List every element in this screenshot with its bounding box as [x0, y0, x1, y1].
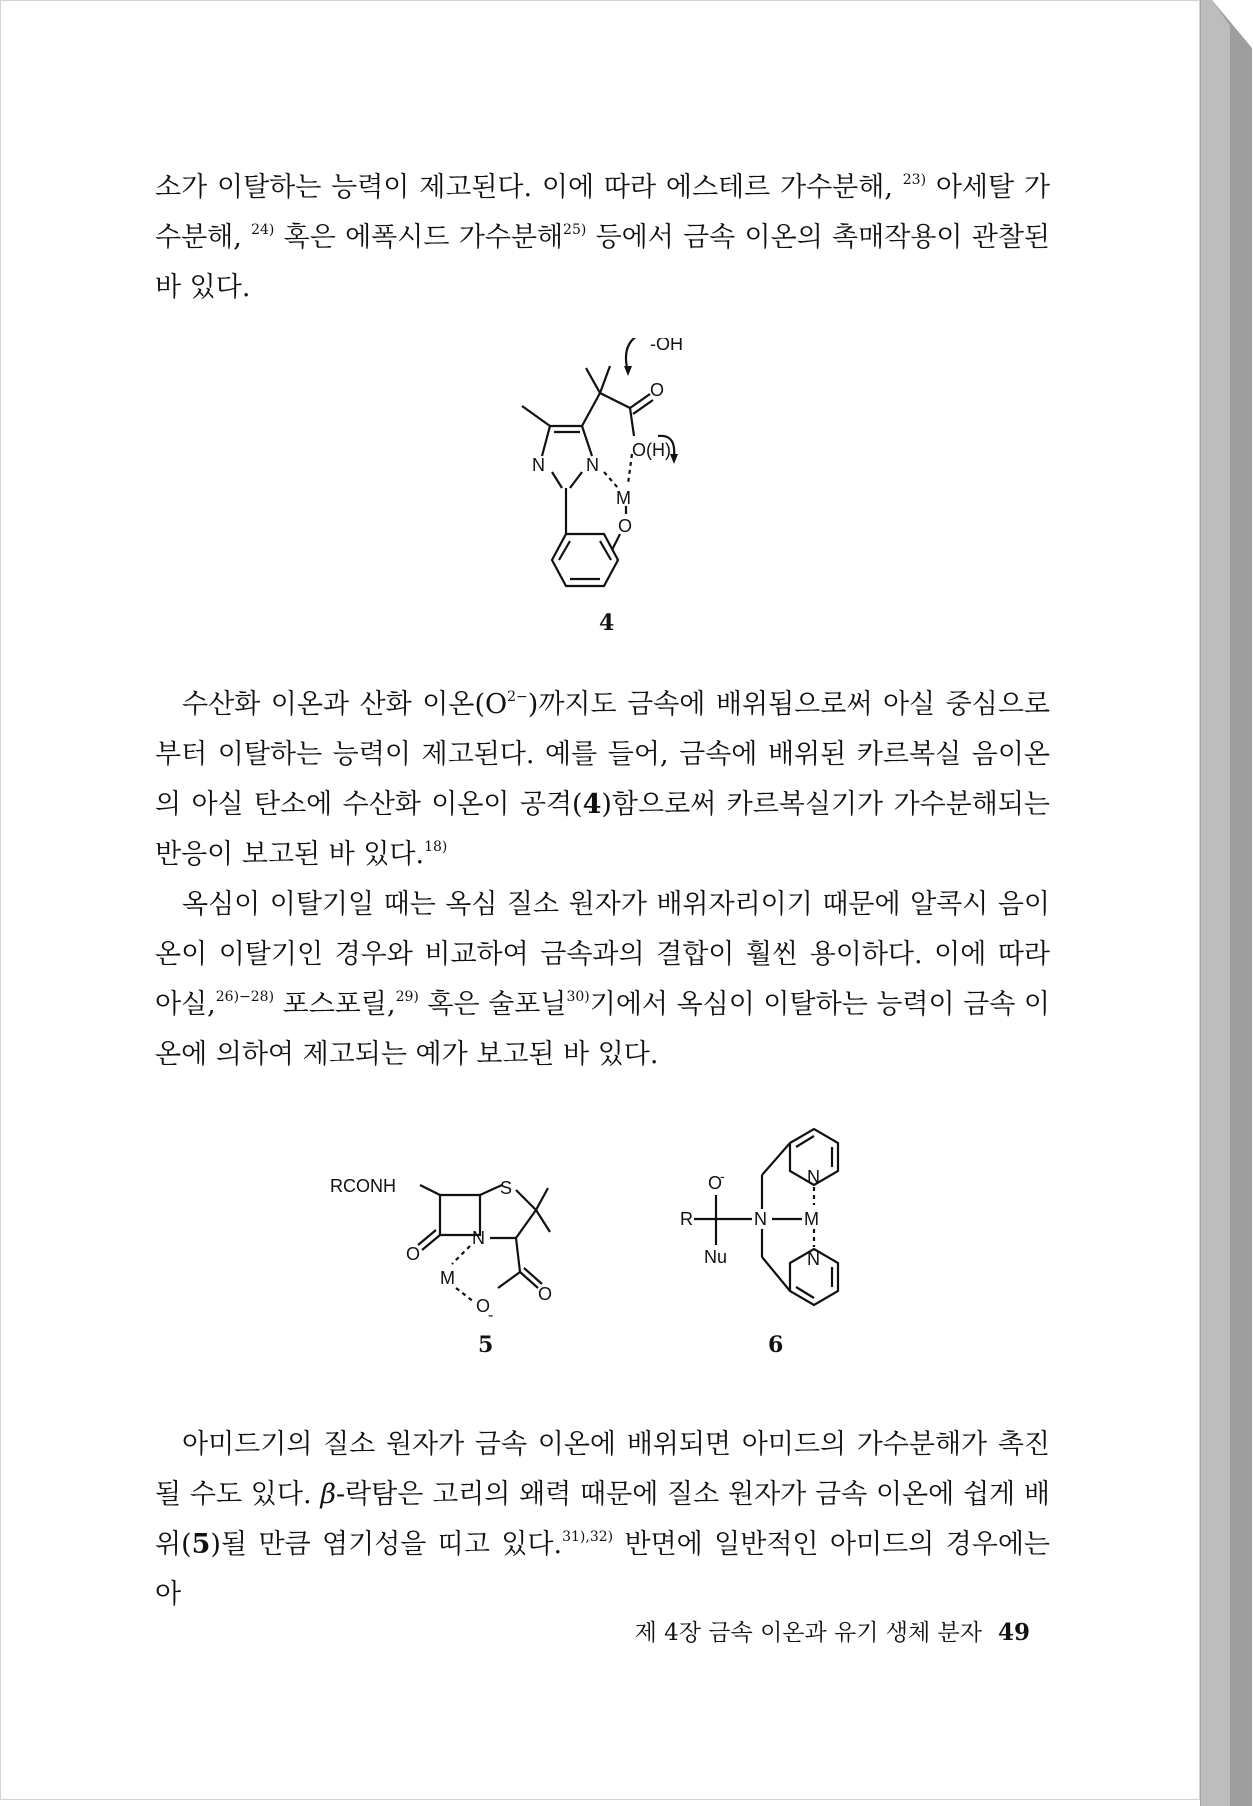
figure-5	[330, 1160, 580, 1360]
citation: 24)	[251, 222, 275, 238]
citation: 29)	[395, 989, 419, 1005]
atom-label: N	[472, 1228, 485, 1248]
atom-label: O(H)	[632, 440, 671, 460]
atom-label: N	[807, 1167, 820, 1187]
greek-beta: β	[320, 1479, 336, 1510]
atom-label: RCONH	[330, 1176, 396, 1196]
citation: 18)	[424, 839, 448, 855]
atom-label: O	[476, 1296, 491, 1316]
atom-label: O	[708, 1173, 723, 1193]
figure-label: 6	[768, 1332, 784, 1358]
atom-label: N	[807, 1249, 820, 1269]
paragraph-3: 옥심이 이탈기일 때는 옥심 질소 원자가 배위자리이기 때문에 알콕시 음이온이 이탈기인 경우와 비교하여 금속과의 결합이 훨씬 용이하다. 이에 따라 아실,$^{26)-28)}$ 포스포릴,$^{29)}$ 혹은 술포닐$^{30)}$기에서 옥심이 이탈하는 능력이 금속 이온에 의하여 제고되는 예가 보고된 바 있다.	[155, 889, 1051, 1070]
atom-label: M	[616, 488, 631, 508]
figure-4	[500, 338, 720, 636]
figure-label: 5	[478, 1332, 494, 1358]
atom-label: O	[538, 1284, 553, 1304]
atom-label: N	[532, 455, 545, 475]
chapter-title: 제 4장 금속 이온과 유기 생체 분자	[634, 1620, 982, 1646]
atom-label: N	[586, 455, 599, 475]
compound-ref: 4	[582, 789, 602, 820]
atom-label: O	[406, 1244, 421, 1264]
atom-label: Nu	[704, 1247, 728, 1267]
atom-label: O	[650, 380, 665, 400]
figure-6	[680, 1105, 880, 1360]
citation: 23)	[902, 172, 927, 188]
citation: 31),32)	[562, 1529, 614, 1545]
figure-label: 4	[599, 610, 615, 636]
structure-5	[330, 1160, 580, 1330]
atom-label: M	[804, 1209, 819, 1229]
atom-label: O	[618, 516, 633, 536]
structure-4	[500, 338, 720, 608]
citation: 30)	[566, 989, 590, 1005]
paragraph-2: 수산화 이온과 산화 이온$(O^{2-})$까지도 금속에 배위됨으로써 아실 중심으로부터 이탈하는 능력이 제고된다. 예를 들어, 금속에 배위된 카르복실 음이온의 아실 탄소에 수산화 이온이 공격(4)함으로써 카르복실기가 가수분해되는 반응이 보고된 바 있다.$^{18)}$	[155, 689, 1050, 870]
page-stack-edge	[1200, 0, 1252, 1806]
paragraph-2-3	[155, 680, 1050, 1080]
atom-label: M	[440, 1268, 455, 1288]
running-footer	[600, 1614, 1030, 1647]
citation: 26)−28)	[215, 989, 275, 1005]
atom-label: R	[680, 1209, 693, 1229]
atom-label: S	[500, 1178, 513, 1198]
paragraph-4: 아미드기의 질소 원자가 금속 이온에 배위되면 아미드의 가수분해가 촉진될 수도 있다. β-락탐은 고리의 왜력 때문에 질소 원자가 금속 이온에 쉽게 배위(5)될 만큼 염기성을 띠고 있다.$^{31),32)}$ 반면에 일반적인 아미드의 경우에는 아	[155, 1429, 1050, 1610]
paragraph-1: 소가 이탈하는 능력이 제고된다. 이에 따라 에스테르 가수분해, $^{23)}$ 아세탈 가수분해, $^{24)}$ 혹은 에폭시드 가수분해$^{25)}$ 등에서 금속 이온의 촉매작용이 관찰된 바 있다.	[155, 172, 1050, 303]
charge-label: -	[488, 1307, 494, 1324]
compound-ref: 5	[191, 1529, 211, 1560]
charge-label: -	[720, 1168, 725, 1184]
atom-label: N	[754, 1209, 767, 1229]
citation: 25)	[563, 222, 587, 238]
atom-label: -OH	[650, 338, 683, 354]
page-number: 49	[997, 1619, 1030, 1646]
structure-6	[680, 1105, 880, 1330]
